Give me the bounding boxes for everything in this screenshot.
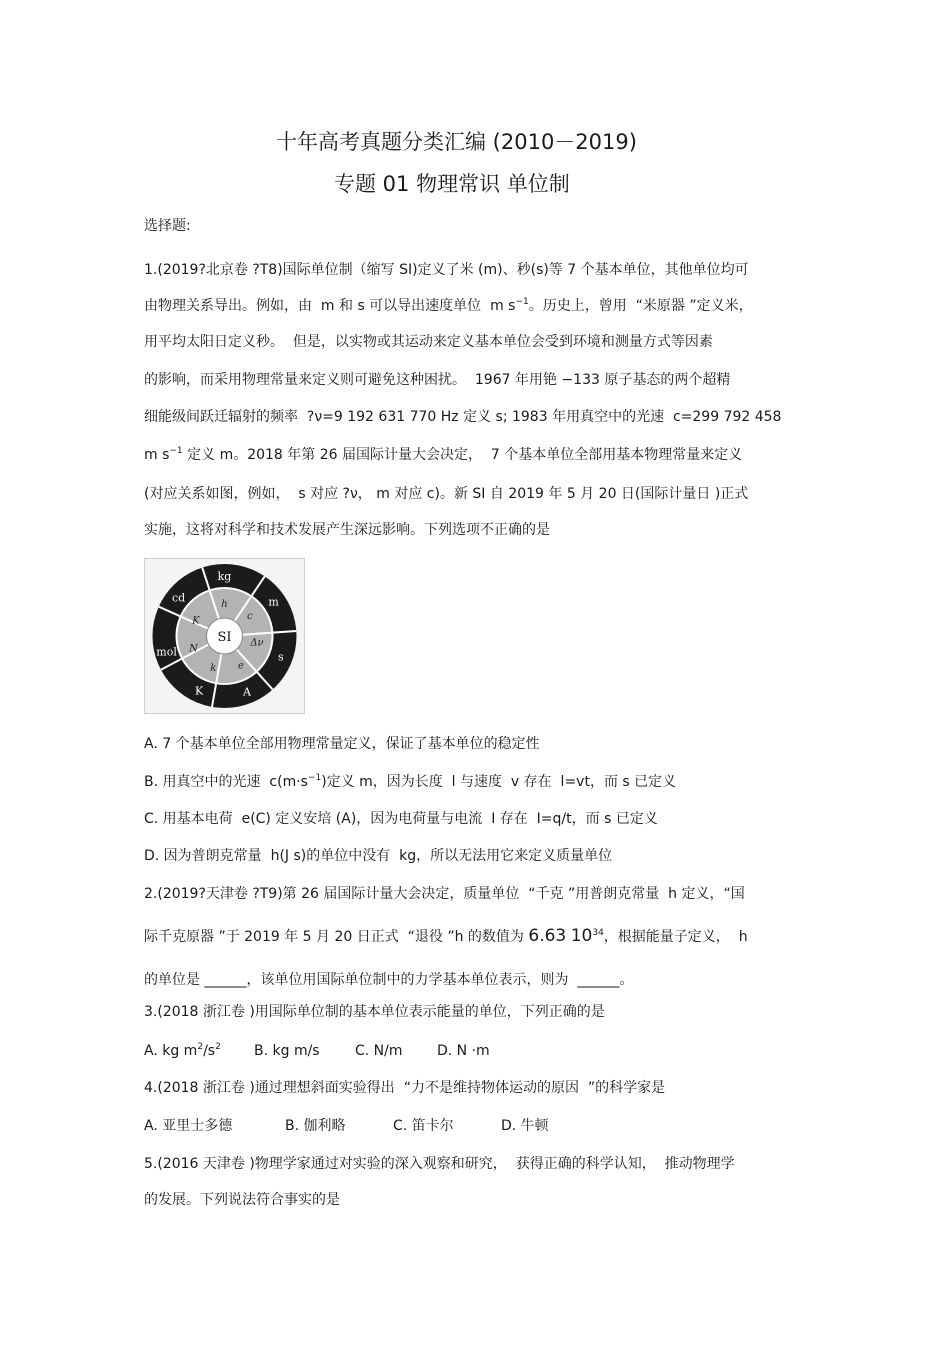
q1-line-4: 的影响，而采用物理常量来定义则可避免这种困扰。 1967 年用铯 −133 原子基态的两个超精: [144, 372, 731, 388]
q2-line-3: 的单位是 ______，该单位用国际单位制中的力学基本单位表示，则为 ______。: [144, 972, 634, 988]
wheel-inner-label-0: h: [221, 599, 228, 610]
wheel-inner-label-2: Δν: [250, 637, 264, 649]
q1-line-2: 由物理关系导出。例如，由 m 和 s 可以导出速度单位 m $s^{-1}$。历史上，曾用 “米原器 ”定义米，: [144, 297, 753, 314]
wheel-outer-label-5: mol: [156, 645, 177, 659]
q1-option-b: B. 用真空中的光速 $c(m\cdot s^{-1})$定义 m，因为长度 l 与速度 v 存在 l=vt，而 s 已定义: [144, 773, 677, 790]
q4-option-b: B. 伽利略: [285, 1118, 346, 1134]
wheel-outer-label-6: cd: [171, 591, 186, 605]
q1-line-1: 1.(2019?北京卷 ?T8)国际单位制（缩写 SI)定义了米 (m)、秒(s)等 7 个基本单位，其他单位均可: [144, 262, 749, 278]
q1-option-c: C. 用基本电荷 e(C) 定义安培 (A)，因为电荷量与电流 I 存在 I=q/t，而 s 已定义: [144, 811, 658, 827]
q1-line-3: 用平均太阳日定义秒。 但是，以实物或其运动来定义基本单位会受到环境和测量方式等因素: [144, 334, 713, 350]
wheel-outer-label-0: kg: [217, 570, 232, 583]
q4-option-d: D. 牛顿: [501, 1118, 549, 1134]
wheel-inner-label-1: c: [246, 610, 253, 622]
q1-line-5: 细能级间跃迁辐射的频率 ?ν=9 192 631 770 Hz 定义 s; 1983 年用真空中的光速 c=299 792 458: [144, 409, 782, 425]
wheel-outer-label-3: A: [242, 685, 251, 699]
q1-option-d: D. 因为普朗克常量 h(J s)的单位中没有 kg，所以无法用它来定义质量单位: [144, 848, 613, 864]
doc-title: 十年高考真题分类汇编 (2010－2019): [276, 130, 637, 154]
q3-option-a: A. kg $m^2/s^2$: [144, 1042, 221, 1059]
wheel-center-label: SI: [217, 630, 232, 645]
q4-option-c: C. 笛卡尔: [393, 1118, 454, 1134]
q5-line-1: 5.(2016 天津卷 )物理学家通过对实验的深入观察和研究， 获得正确的科学认知， 推动物理学: [144, 1156, 735, 1172]
wheel-outer-label-2: s: [278, 650, 284, 664]
q3-option-d: D. N ·m: [437, 1043, 490, 1059]
q1-line-7: (对应关系如图，例如， s 对应 ?ν， m 对应 c)。新 SI 自 2019 年 5 月 20 日(国际计量日 )正式: [144, 486, 749, 502]
q4-option-a: A. 亚里士多德: [144, 1118, 233, 1134]
wheel-outer-label-1: m: [268, 595, 279, 609]
q4-stem: 4.(2018 浙江卷 )通过理想斜面实验得出 “力不是维持物体运动的原因 ”的科学家是: [144, 1080, 666, 1096]
doc-subtitle: 专题 01 物理常识 单位制: [334, 172, 570, 196]
q1-line-8: 实施，这将对科学和技术发展产生深远影响。下列选项不正确的是: [144, 522, 550, 538]
q2-line-2: 际千克原器 ”于 2019 年 5 月 20 日正式 “退役 ”h 的数值为 6.63 $10^{34}$，根据能量子定义， h: [144, 926, 748, 946]
wheel-inner-label-5: N: [189, 643, 198, 655]
si-units-figure: [144, 558, 305, 714]
q2-line-1: 2.(2019?天津卷 ?T9)第 26 届国际计量大会决定，质量单位 “千克 ”用普朗克常量 h 定义，“国: [144, 886, 745, 902]
q5-line-2: 的发展。下列说法符合事实的是: [144, 1192, 340, 1208]
si-wheel-diagram: [145, 559, 304, 713]
wheel-inner-label-4: k: [210, 663, 217, 675]
wheel-outer-label-4: K: [195, 684, 204, 698]
wheel-inner-label-3: e: [238, 660, 244, 672]
q1-option-a: A. 7 个基本单位全部用物理常量定义，保证了基本单位的稳定性: [144, 736, 540, 752]
section-heading: 选择题:: [144, 218, 191, 234]
q1-line-6: m $s^{-1}$ 定义 m。2018 年第 26 届国际计量大会决定， 7 个基本单位全部用基本物理常量来定义: [144, 446, 743, 463]
q3-stem: 3.(2018 浙江卷 )用国际单位制的基本单位表示能量的单位，下列正确的是: [144, 1004, 605, 1020]
q3-option-b: B. kg m/s: [254, 1043, 320, 1059]
q3-option-c: C. N/m: [355, 1043, 403, 1059]
wheel-inner-label-6: K: [192, 615, 200, 627]
